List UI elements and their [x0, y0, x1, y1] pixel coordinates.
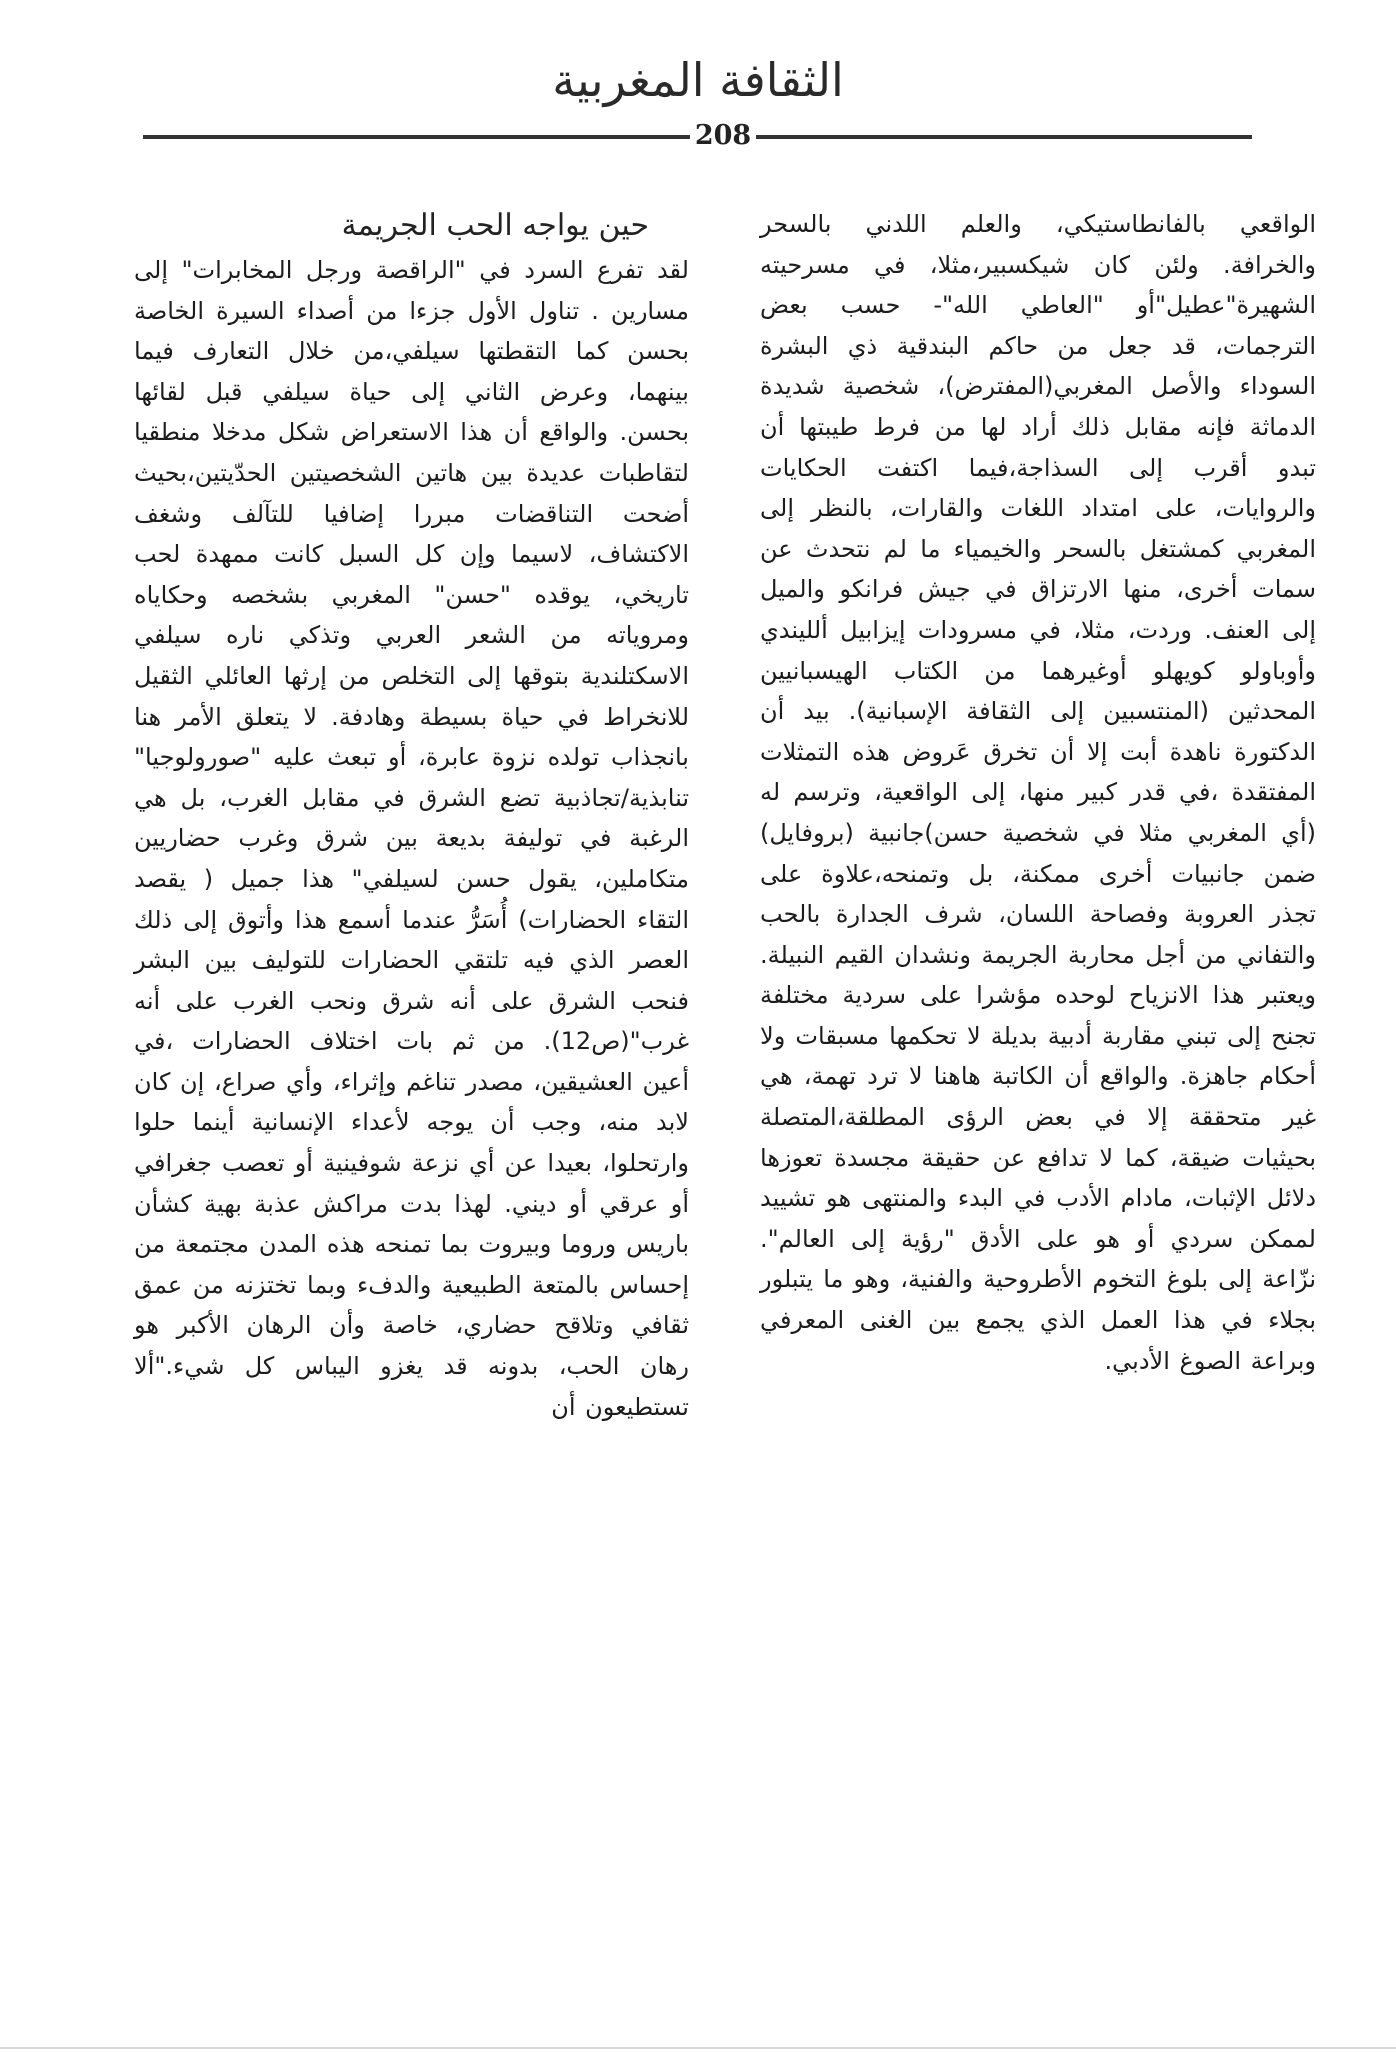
page-number: 208	[694, 120, 752, 151]
right-column-text: الواقعي بالفانطاستيكي، والعلم اللدني بالسحر والخرافة. ولئن كان شيكسبير،مثلا، في مسرحيته الشهيرة"عطيل"أو "العاطي الله"- حسب بعض الترجمات، قد جعل من حاكم البندقية ذي البشرة السوداء والأصل المغربي(المفترض)، شخصية شديدة الدماثة فإنه مقابل ذلك أراد لها من فرط طيبتها أن تبدو أقرب إلى السذاجة،فيما اكتفت الحكايات والروايات، على امتداد اللغات والقارات، بالنظر إلى المغربي كمشتغل بالسحر والخيمياء ما لم نتحدث عن سمات أخرى، منها الارتزاق في جيش فرانكو والميل إلى العنف. وردت، مثلا، في مسرودات إيزابيل ألليندي وأوباولو كويهلو أوغيرهما من الكتاب الهيسبانيين المحدثين (المنتسبين إلى الثقافة الإسبانية). بيد أن الدكتورة ناهدة أبت إلا أن تخرق عَروض هذه التمثلات المفتقدة ،في قدر كبير منها، إلى الواقعية، وترسم له (أي المغربي مثلا في شخصية حسن)جانبية (بروفايل) ضمن جانبيات أخرى ممكنة، بل وتمنحه،علاوة على تجذر العروبة وفصاحة اللسان، شرف الجدارة بالحب والتفاني من أجل محاربة الجريمة ونشدان القيم النبيلة. ويعتبر هذا الانزياح لوحده مؤشرا على سردية مختلفة تجنح إلى تبني مقاربة أدبية بديلة لا تحكمها مسبقات ولا أحكام جاهزة. والواقع أن الكاتبة هاهنا لا ترد تهمة، هي غير متحققة إلا في بعض الرؤى المطلقة،المتصلة بحيثيات ضيقة، كما لا تدافع عن حقيقة مجسدة تعوزها دلائل الإثبات، مادام الأدب في البدء والمنتهى هو تشييد لممكن سردي أو هو على الأدق "رؤية إلى العالم". نزّاعة إلى بلوغ التخوم الأطروحية والفنية، وهو ما يتبلور بجلاء في هذا العمل الذي يجمع بين الغنى المعرفي وبراعة الصوغ الأدبي.	[760, 210, 1316, 1375]
right-column	[760, 204, 1316, 1381]
left-column	[134, 250, 689, 1427]
left-column-text: لقد تفرع السرد في "الراقصة ورجل المخابرات" إلى مسارين . تناول الأول جزءا من أصداء السيرة الخاصة بحسن كما التقطتها سيلفي،من خلال التعارف فيما بينهما، وعرض الثاني إلى حياة سيلفي قبل لقائها بحسن. والواقع أن هذا الاستعراض شكل مدخلا منطقيا لتقاطبات عديدة بين هاتين الشخصيتين الحدّيتين،بحيث أضحت التناقضات مبررا إضافيا للتآلف وشغف الاكتشاف، لاسيما وإن كل السبل كانت ممهدة لحب تاريخي، يوقده "حسن" المغربي بشخصه وحكاياه ومروياته من الشعر العربي وتذكي ناره سيلفي الاسكتلندية بتوقها إلى التخلص من إرثها العائلي الثقيل للانخراط في حياة بسيطة وهادفة. لا يتعلق الأمر هنا بانجذاب تولده نزوة عابرة، أو تبعث عليه "صورولوجيا" تنابذية/تجاذبية تضع الشرق في مقابل الغرب، بل هي الرغبة في توليفة بديعة بين شرق وغرب حضاريين متكاملين، يقول حسن لسيلفي" هذا جميل ( يقصد التقاء الحضارات) أُسَرُّ عندما أسمع هذا وأتوق إلى ذلك العصر الذي فيه تلتقي الحضارات للتوليف بين البشر فنحب الشرق على أنه شرق ونحب الغرب على أنه غرب"(ص12). من ثم بات اختلاف الحضارات ،في أعين العشيقين، مصدر تناغم وإثراء، وأي صراع، إن كان لابد منه، وجب أن يوجه لأعداء الإنسانية أينما حلوا وارتحلوا، بعيدا عن أي نزعة شوفينية أو تعصب جغرافي أو عرقي أو ديني. لهذا بدت مراكش عذبة بهية كشأن باريس وروما وبيروت بما تمنحه هذه المدن مجتمعة من إحساس بالمتعة الطبيعية والدفء وبما تختزنه من عمق ثقافي وتلاقح حضاري، خاصة وأن الرهان الأكبر هو رهان الحب، بدونه قد يغزو اليباس كل شيء."ألا تستطيعون أن	[134, 256, 689, 1421]
header-rule-left	[143, 135, 690, 139]
journal-title: الثقافة المغربية	[552, 53, 844, 107]
header-rule-right	[756, 135, 1252, 139]
section-heading: حين يواجه الحب الجريمة	[341, 208, 649, 243]
page-bottom-edge	[0, 2047, 1396, 2049]
